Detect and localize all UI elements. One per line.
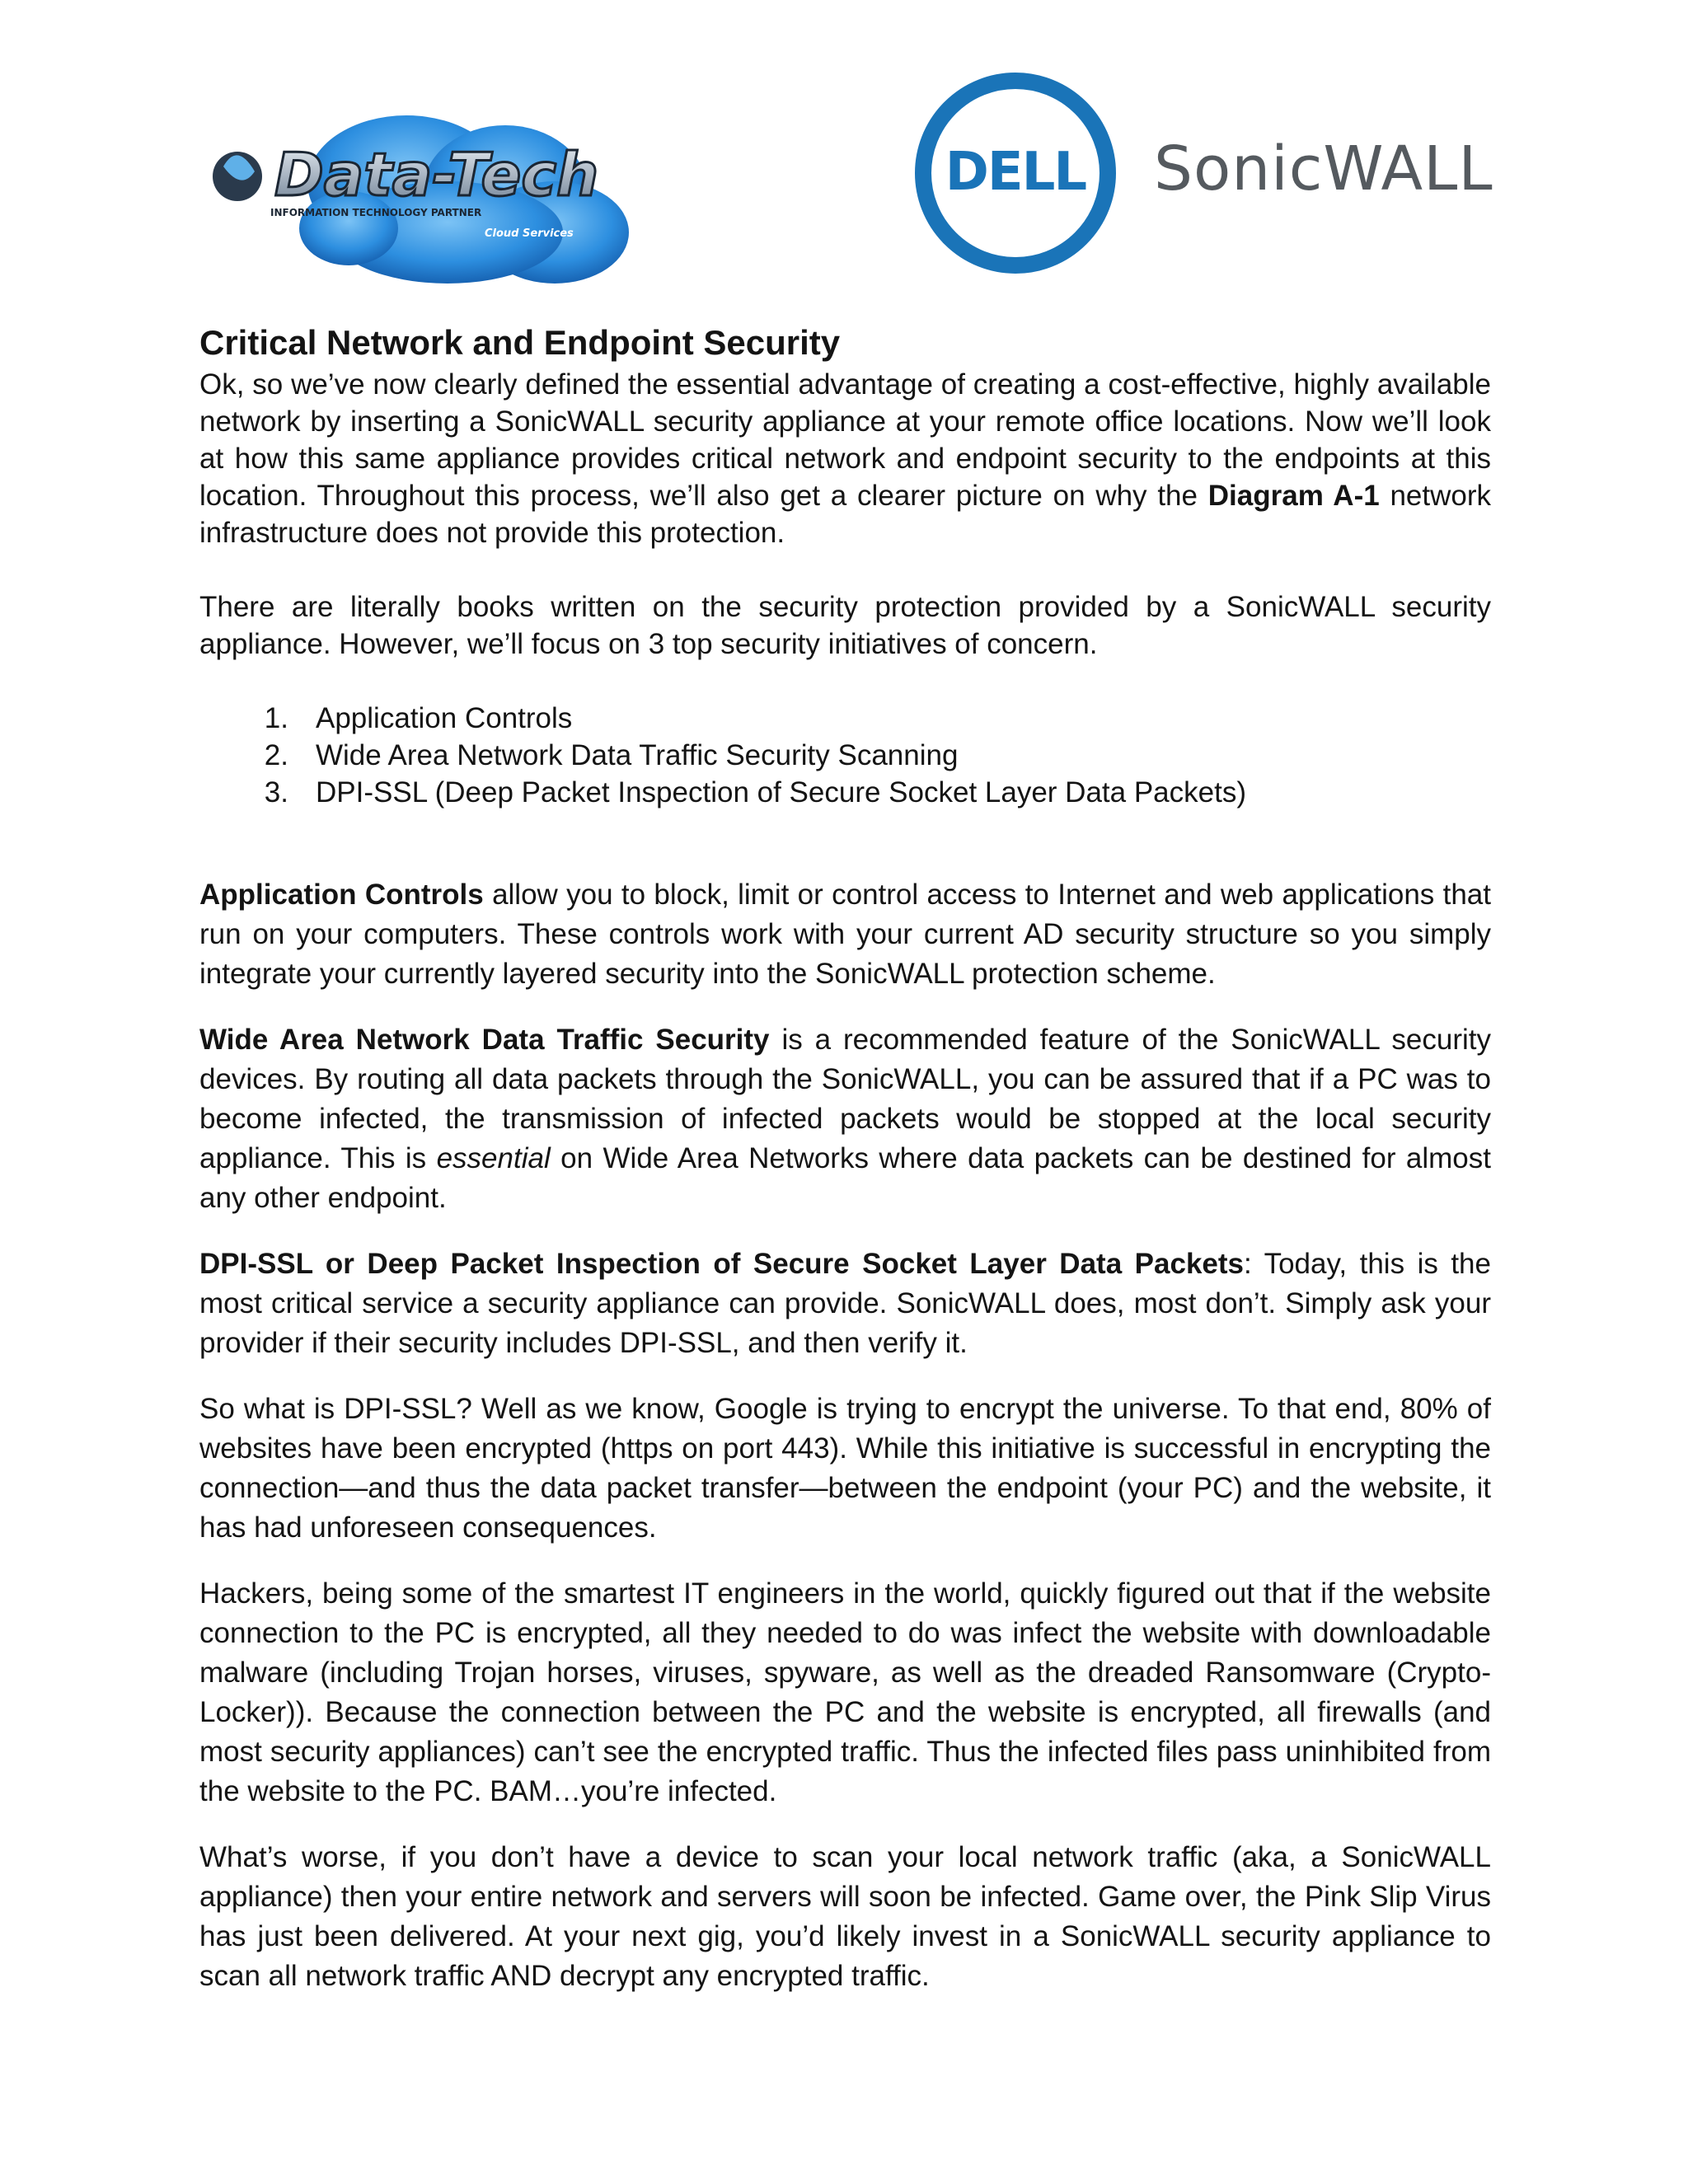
document-body (199, 321, 1491, 1996)
whats-worse-paragraph: What’s worse, if you don’t have a device to scan your local network traffic (aka, a SonicWALL appliance) then your entire network and servers will soon be infected. Game over, the Pink Slip Virus has just been delivered. At your next gig, you’d likely invest in a SonicWALL security appliance to scan all network traffic AND decrypt any encrypted traffic. (199, 1841, 1491, 1992)
wan-heading: Wide Area Network Data Traffic Security (199, 1024, 770, 1056)
data-tech-wordmark: Data-Tech (274, 140, 599, 209)
list-number: 2. (264, 739, 288, 771)
dell-wordmark: DELL (945, 142, 1086, 203)
dell-logo (908, 66, 1123, 280)
list-number: 1. (264, 702, 288, 734)
application-controls-paragraph (199, 875, 1491, 994)
security-initiatives-list (199, 700, 1491, 811)
data-tech-cloud-label: Cloud Services (485, 227, 574, 240)
what-is-dpi-ssl-paragraph: So what is DPI-SSL? Well as we know, Google is trying to encrypt the universe. To that end, 80% of websites have been encrypted (https on port 443). While this initiative is successful in encrypting the connection—and thus the data packet transfer—between the endpoint (your PC) and the website, it has had unforeseen consequences. (199, 1393, 1491, 1544)
wan-text-end: on Wide Area Networks where data packets can be destined for almost any other endpoint. (199, 1142, 1491, 1214)
application-controls-text: allow you to block, limit or control access to Internet and web applications that run on your computers. These controls work with your current AD security structure so you simply integrate your currently layered security into the SonicWALL protection scheme. (199, 879, 1491, 990)
globe-icon (213, 152, 262, 201)
sonicwall-wordmark: SonicWALL (1154, 134, 1493, 204)
dpi-ssl-paragraph (199, 1244, 1491, 1363)
books-paragraph: There are literally books written on the security protection provided by a SonicWALL security appliance. However, we’ll focus on 3 top security initiatives of concern. (199, 591, 1491, 660)
list-item-text: Wide Area Network Data Traffic Security Scanning (316, 739, 959, 771)
list-item-text: Application Controls (316, 702, 573, 734)
list-item-text: DPI-SSL (Deep Packet Inspection of Secure Socket Layer Data Packets) (316, 776, 1246, 808)
wan-text: is a recommended feature of the SonicWALL security devices. By routing all data packets through the SonicWALL, you can be assured that if a PC was to become infected, the transmission of infected packets would be stopped at the local security appliance. This is (199, 1024, 1492, 1174)
intro-text-end: network infrastructure does not provide this protection. (199, 480, 1492, 549)
intro-paragraph (199, 366, 1491, 551)
list-item (199, 737, 1491, 774)
wan-emphasis: essential (436, 1142, 551, 1174)
intro-text: Ok, so we’ve now clearly defined the essential advantage of creating a cost-effective, highly available network by inserting a SonicWALL security appliance at your remote office locations. Now we’ll look at how this same appliance provides critical network and endpoint security to the endpoints at this location. Throughout this process, we’ll also get a clearer picture on why the (199, 368, 1491, 512)
list-item (199, 700, 1491, 737)
data-tech-tagline: INFORMATION TECHNOLOGY PARTNER (270, 207, 482, 218)
data-tech-logo (200, 92, 637, 290)
dpi-ssl-heading: DPI-SSL or Deep Packet Inspection of Secure Socket Layer Data Packets (199, 1248, 1244, 1280)
dpi-ssl-text: : Today, this is the most critical service a security appliance can provide. SonicWALL does, most don’t. Simply ask your provider if their security includes DPI-SSL, and then verify it. (199, 1248, 1491, 1359)
wan-paragraph (199, 1020, 1491, 1218)
application-controls-heading: Application Controls (199, 879, 484, 911)
diagram-reference: Diagram A-1 (1207, 480, 1380, 512)
list-item (199, 774, 1491, 811)
list-number: 3. (264, 776, 288, 808)
document-title: Critical Network and Endpoint Security (199, 323, 841, 362)
hackers-paragraph: Hackers, being some of the smartest IT engineers in the world, quickly figured out that if the website connection to the PC is encrypted, all they needed to do was infect the website with downloadable malware (including Trojan horses, viruses, spyware, as well as the dreaded Ransomware (Crypto-Locker)). Because the connection between the PC and the website is encrypted, all firewalls (and most security appliances) can’t see the encrypted traffic. Thus the infected files pass uninhibited from the website to the PC. BAM…you’re infected. (199, 1577, 1491, 1807)
